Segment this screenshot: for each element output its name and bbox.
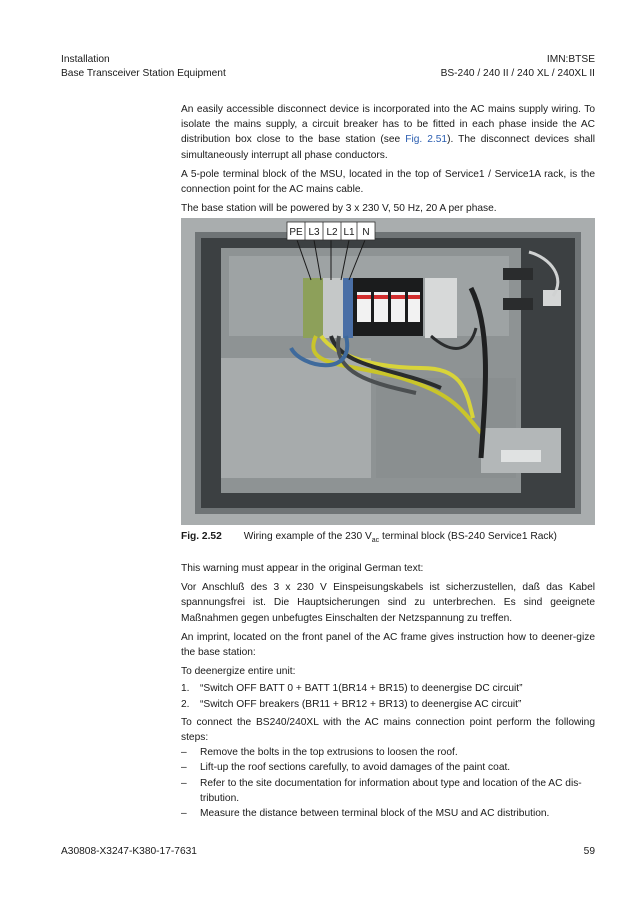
label-l2: L2 <box>326 227 338 238</box>
page-number: 59 <box>583 846 595 857</box>
manual-code: IMN:BTSE <box>546 54 595 65</box>
page-header-right <box>441 53 595 80</box>
document-number: A30808-X3247-K380-17-7631 <box>61 846 197 857</box>
list-item: – Refer to the site documentation for information about type and location of the AC dis-tribution. <box>181 777 582 804</box>
paragraph-german-warning-intro: This warning must appear in the original German text: <box>181 563 424 574</box>
label-l1: L1 <box>343 227 355 238</box>
deenergize-steps <box>181 681 595 711</box>
intro-text <box>181 102 595 216</box>
document-subtitle: Base Transceiver Station Equipment <box>61 67 226 79</box>
label-n: N <box>362 227 370 238</box>
paragraph-power-supply: The base station will be powered by 3 x 230 V, 50 Hz, 20 A per phase. <box>181 203 497 215</box>
figure-reference-link[interactable]: Fig. 2.51 <box>405 134 448 146</box>
list-item: – Lift-up the roof sections carefully, to avoid damages of the paint coat. <box>181 762 511 774</box>
terminal-block-photo <box>181 218 595 525</box>
list-item: 1. “Switch OFF BATT 0 + BATT 1(BR14 + BR15) to deenergise DC circuit” <box>181 683 523 695</box>
figure-caption <box>181 531 557 544</box>
lower-text <box>181 561 595 821</box>
list-item: – Remove the bolts in the top extrusions to loosen the roof. <box>181 747 458 759</box>
paragraph-german-warning: Vor Anschluß des 3 x 230 V Einspeisungskabels ist sicherzustellen, daß das Kabel spannungsfrei ist. Die Hauptsicherungen sind zu unterbrechen. Es sind geeignete Maßnahmen gegen unbefugtes Einschalten der Netzspannung zu treffen. <box>181 582 595 624</box>
list-item: – Measure the distance between terminal block of the MSU and AC distribution. <box>181 808 550 820</box>
paragraph-imprint: An imprint, located on the front panel of the AC frame gives instruction how to deener-gize the base station: <box>181 631 595 659</box>
chapter-title: Installation <box>61 54 110 65</box>
connect-steps-list <box>181 745 595 821</box>
page-header-left <box>61 53 226 80</box>
list-item: 2. “Switch OFF breakers (BR11 + BR12 + BR13) to deenergise AC circuit” <box>181 698 522 710</box>
paragraph-disconnect-device: An easily accessible disconnect device is incorporated into the AC mains supply wiring. To isolate the mains supply, a circuit breaker has to be fitted in each phase inside the AC distribution box close to the base station (see Fig. 2.51). The disconnect devices shall simultaneously interrupt all phase conductors. <box>181 104 595 161</box>
caption-number: Fig. 2.52 <box>181 531 222 542</box>
product-range: BS-240 / 240 II / 240 XL / 240XL II <box>440 67 595 79</box>
caption-text: Wiring example of the 230 $V_{ac}$ terminal block (BS-240 Service1 Rack) <box>243 531 557 545</box>
label-l3: L3 <box>308 227 320 238</box>
label-pe: PE <box>289 227 303 238</box>
paragraph-connect-steps: To connect the BS240/240XL with the AC mains connection point perform the following steps: <box>181 716 595 744</box>
paragraph-deenergize: To deenergize entire unit: <box>181 666 296 678</box>
paragraph-terminal-block: A 5-pole terminal block of the MSU, located in the top of Service1 / Service1A rack, is the connection point for the AC mains cable. <box>181 168 595 196</box>
